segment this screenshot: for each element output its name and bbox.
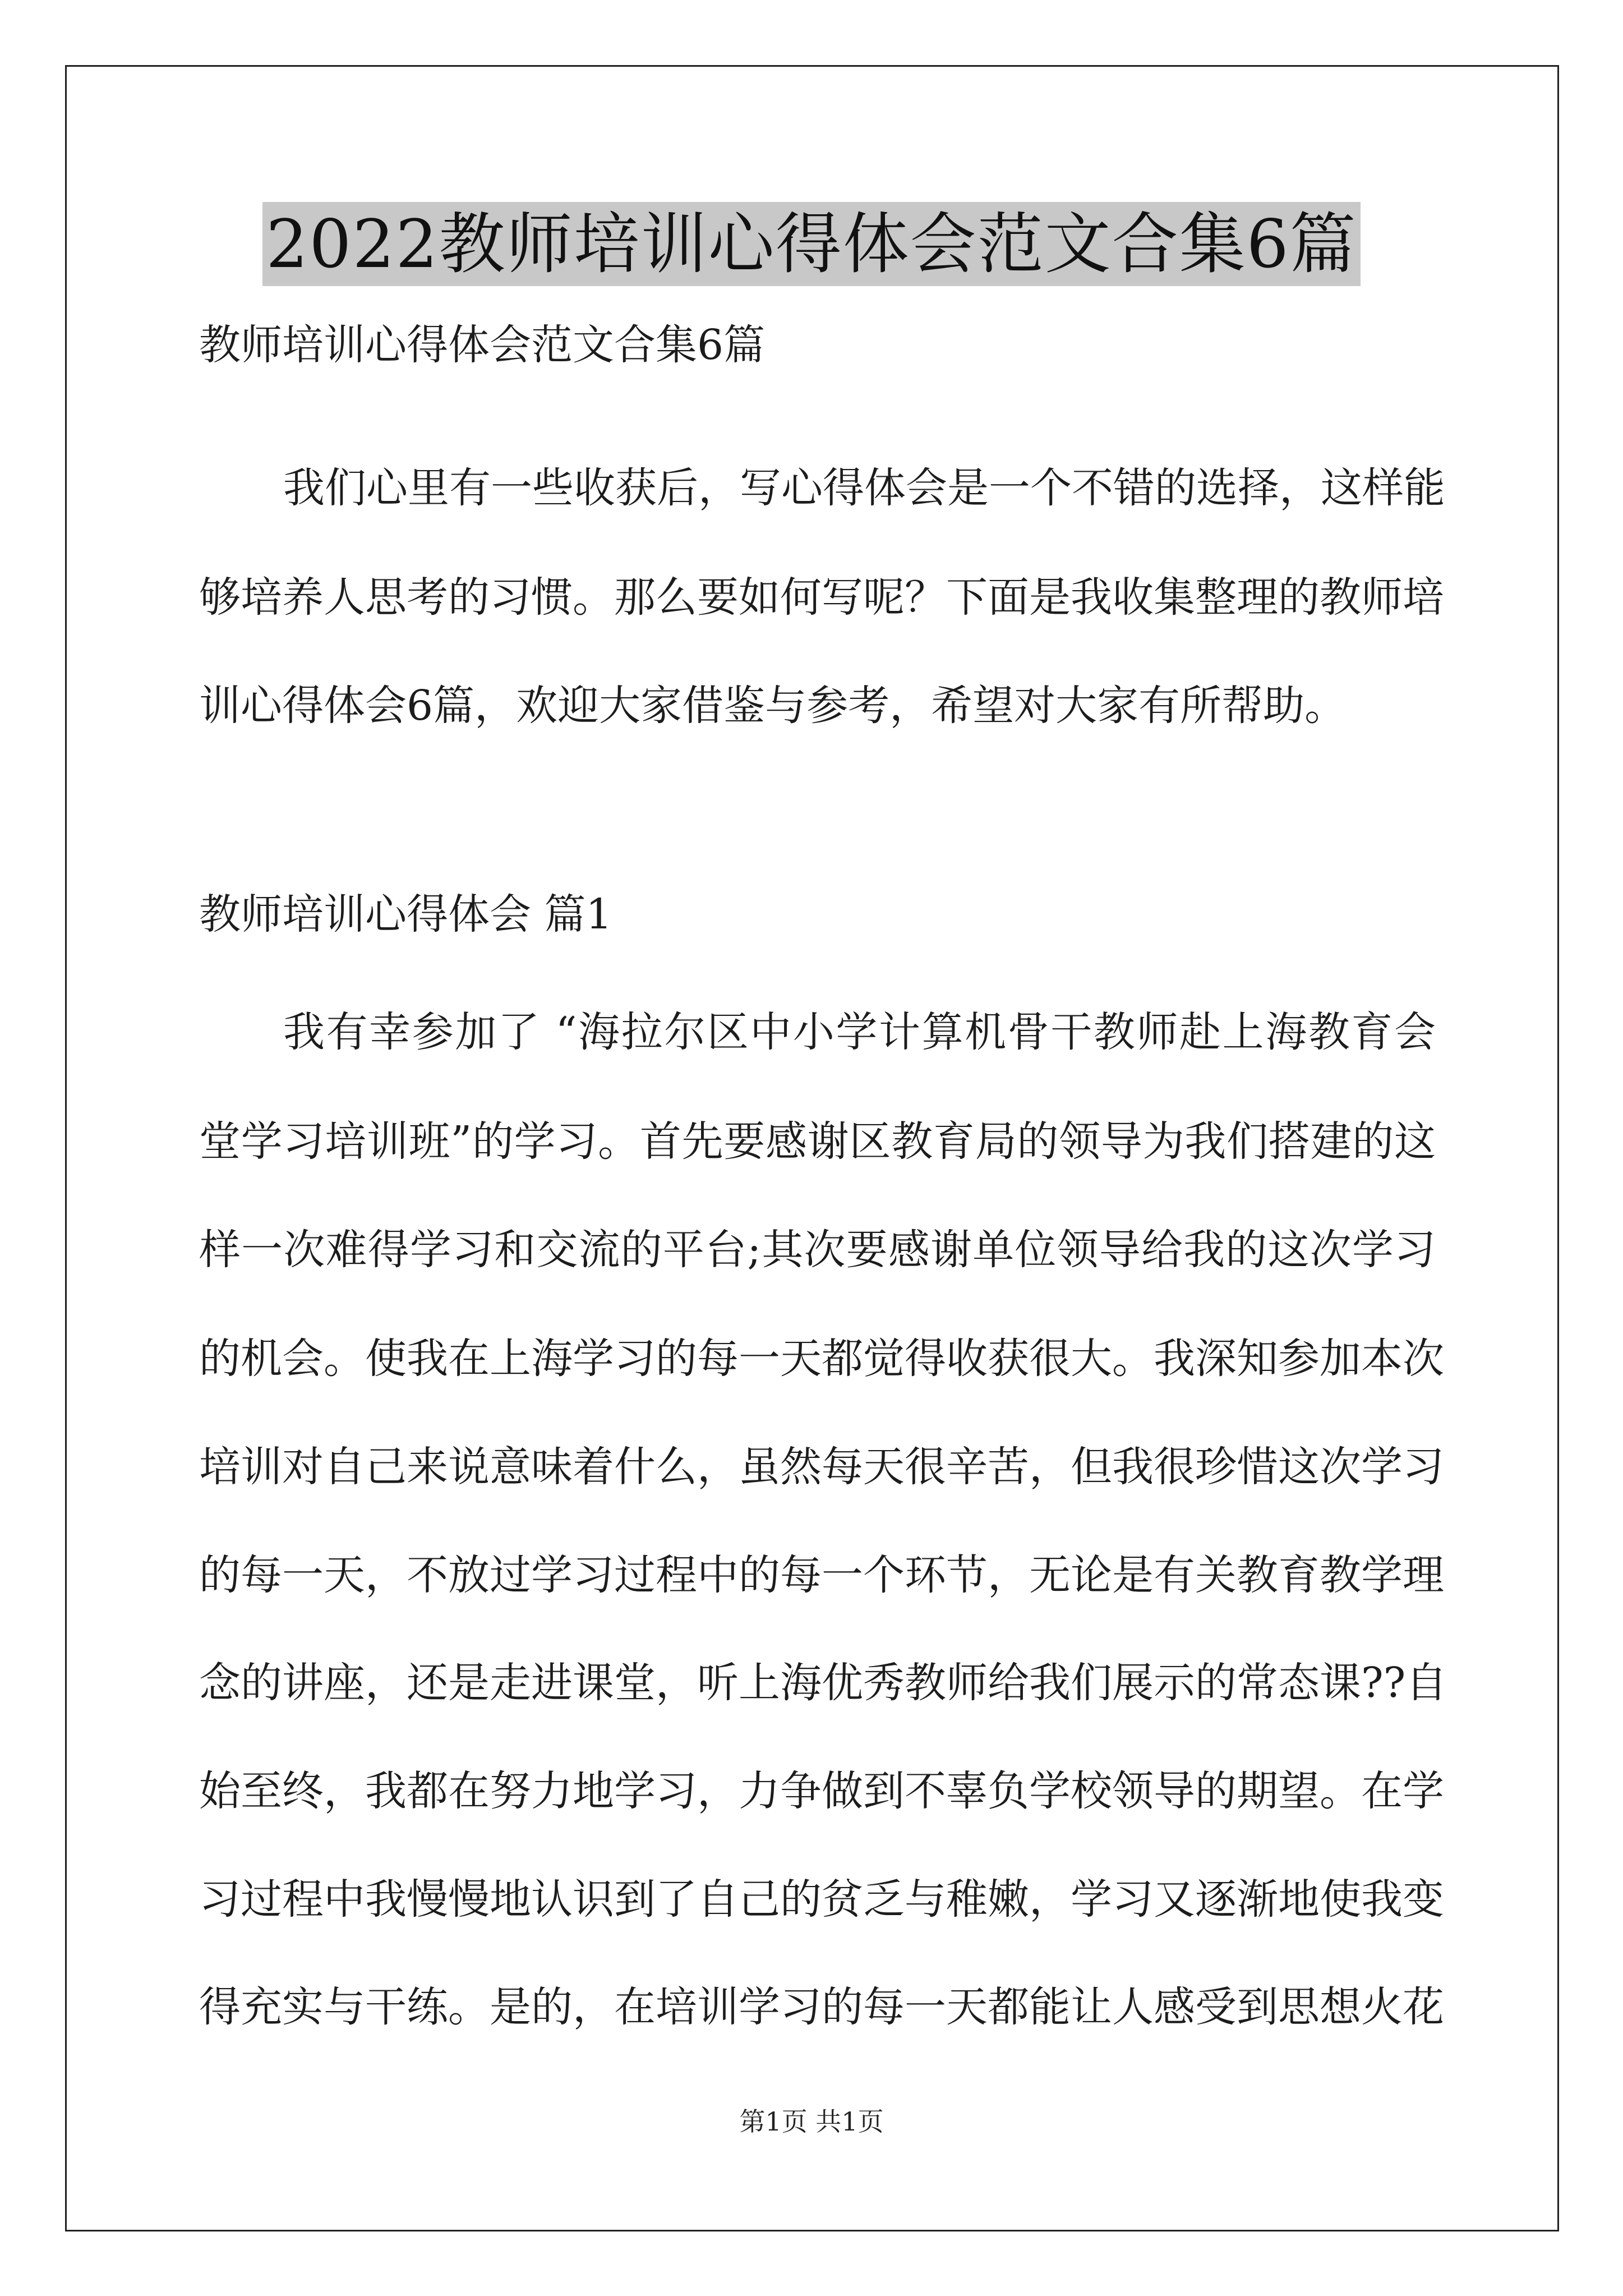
section-heading: 教师培训心得体会 篇1 [199,890,612,938]
body-line-5: 培训对自己来说意味着什么，虽然每天很辛苦，但我很珍惜这次学习 [199,1443,1444,1491]
body-line-9: 习过程中我慢慢地认识到了自己的贫乏与稚嫩，学习又逐渐地使我变 [199,1875,1444,1924]
document-title: 2022教师培训心得体会范文合集6篇 [262,202,1360,286]
title-container [0,202,1623,286]
body-line-1: 我有幸参加了 “海拉尔区中小学计算机骨干教师赴上海教育会 [283,1008,1436,1056]
body-line-4: 的机会。使我在上海学习的每一天都觉得收获很大。我深知参加本次 [199,1335,1444,1383]
body-line-2: 堂学习培训班”的学习。首先要感谢区教育局的领导为我们搭建的这 [199,1117,1436,1166]
intro-line-1: 我们心里有一些收获后，写心得体会是一个不错的选择，这样能 [283,464,1445,512]
body-line-10: 得充实与干练。是的，在培训学习的每一天都能让人感受到思想火花 [199,1983,1444,2031]
intro-line-3: 训心得体会6篇，欢迎大家借鉴与参考，希望对大家有所帮助。 [199,682,1347,730]
intro-line-2: 够培养人思考的习惯。那么要如何写呢？下面是我收集整理的教师培 [199,573,1444,622]
page-footer: 第1页 共1页 [739,2106,884,2137]
body-line-8: 始至终，我都在努力地学习，力争做到不辜负学校领导的期望。在学 [199,1767,1444,1815]
document-subtitle: 教师培训心得体会范文合集6篇 [199,321,766,369]
body-line-3: 样一次难得学习和交流的平台;其次要感谢单位领导给我的这次学习 [199,1226,1436,1274]
body-line-7: 念的讲座，还是走进课堂，听上海优秀教师给我们展示的常态课??自 [199,1659,1447,1707]
body-line-6: 的每一天，不放过学习过程中的每一个环节，无论是有关教育教学理 [199,1551,1444,1599]
